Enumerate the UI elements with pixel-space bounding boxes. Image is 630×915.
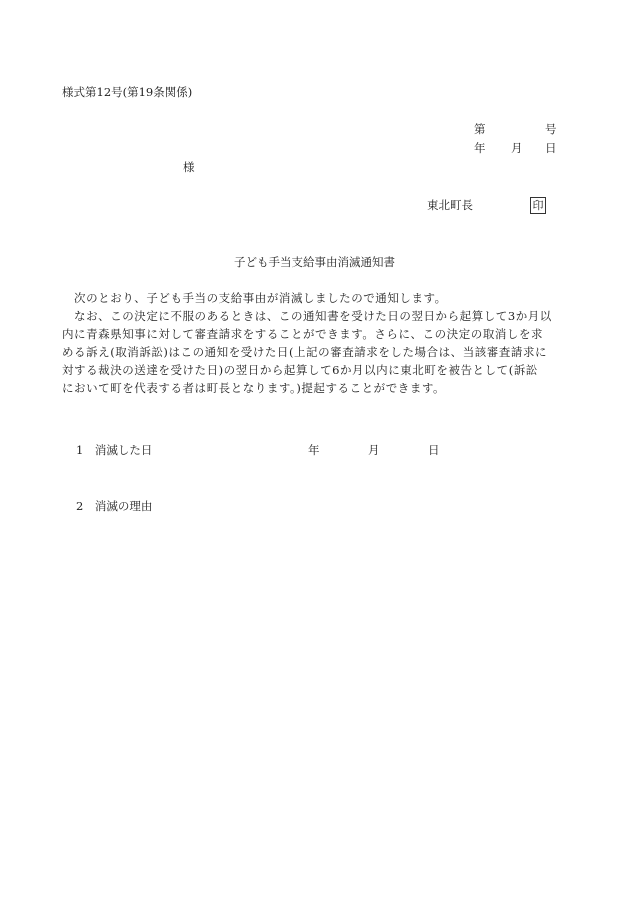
- issuer: 東北町長: [427, 198, 473, 212]
- body-line: 内に青森県知事に対して審査請求をすることができます。さらに、この決定の取消しを求: [62, 327, 544, 341]
- item-1-day: 日: [428, 443, 440, 457]
- body-line: める訴え(取消訴訟)はこの通知を受けた日(上記の審査請求をした場合は、当該審査請求に: [62, 345, 548, 359]
- seal-stamp: 印: [530, 197, 546, 214]
- body-line: 対する裁決の送達を受けた日)の翌日から起算して6か月以内に東北町を被告として(訴訟: [62, 363, 538, 377]
- number-prefix: 第: [474, 122, 486, 136]
- number-suffix: 号: [545, 122, 557, 136]
- item-1-month: 月: [368, 443, 380, 457]
- document-title: 子ども手当支給事由消滅通知書: [234, 255, 395, 269]
- body-line: なお、この決定に不服のあるときは、この通知書を受けた日の翌日から起算して3か月以: [62, 309, 552, 323]
- addressee-suffix: 様: [183, 160, 195, 174]
- item-1-label: 1 消滅した日: [76, 443, 153, 457]
- body-line: 次のとおり、子ども手当の支給事由が消滅しましたので通知します。: [62, 291, 447, 305]
- body-line: において町を代表する者は町長となります。)提起することができます。: [62, 381, 446, 395]
- form-label: 様式第12号(第19条関係): [62, 85, 193, 99]
- item-1-year: 年: [308, 443, 320, 457]
- date-year: 年: [474, 141, 486, 155]
- date-day: 日: [545, 141, 557, 155]
- date-month: 月: [511, 141, 523, 155]
- item-2-label: 2 消滅の理由: [76, 499, 153, 513]
